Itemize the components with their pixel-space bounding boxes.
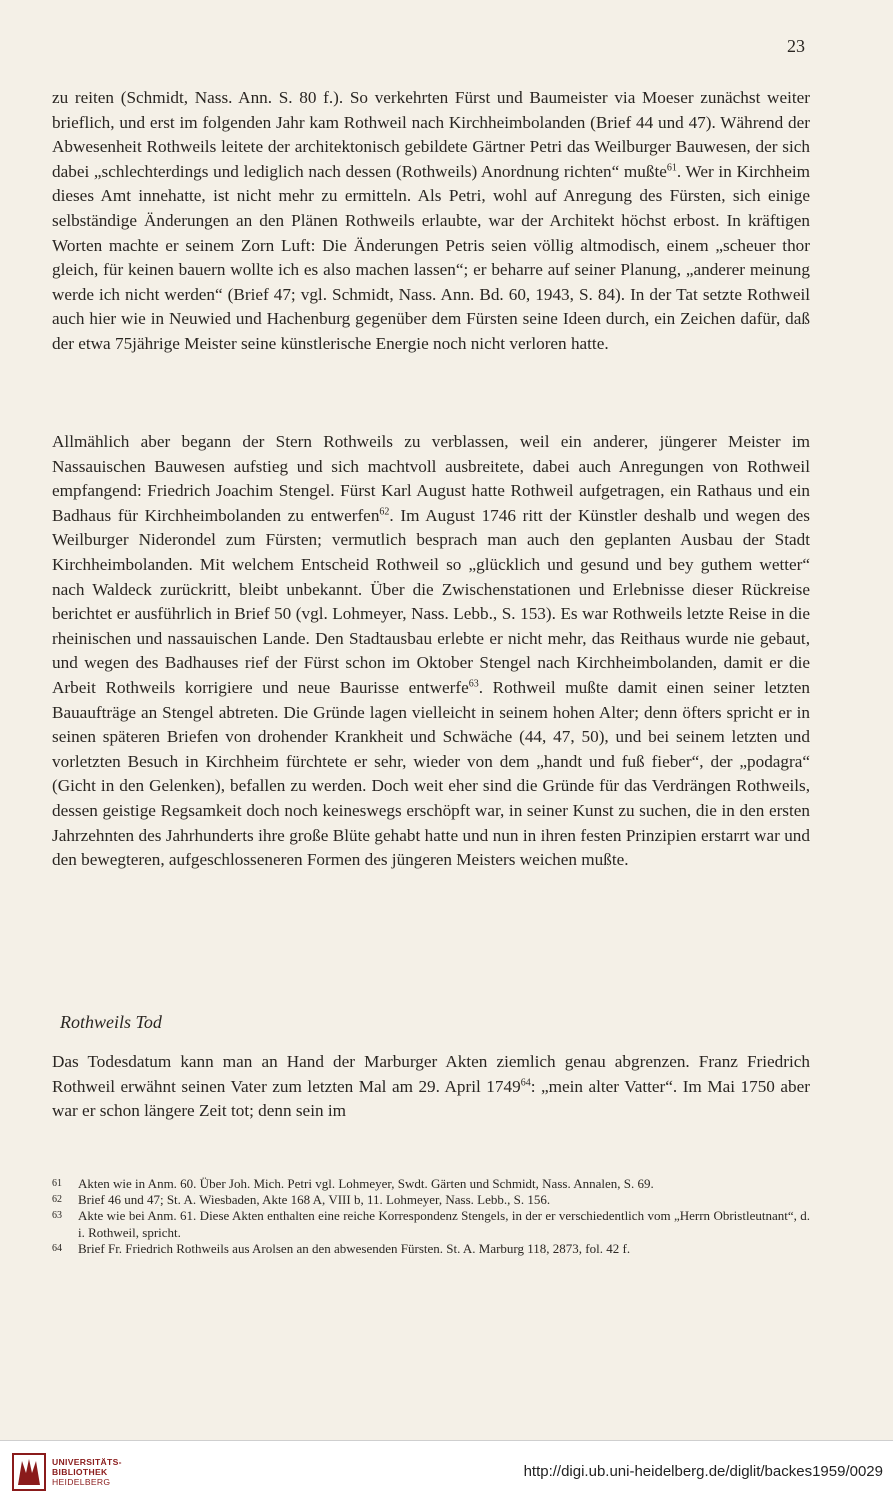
library-logo[interactable] <box>12 1453 122 1491</box>
library-seal-icon <box>12 1453 46 1491</box>
footnote-number: 63 <box>52 1210 62 1222</box>
footnote-64 <box>52 1241 810 1257</box>
footnote-ref-63[interactable]: 63 <box>468 678 479 690</box>
paragraph-3-text-cont: : „mein alter Vatter“. Im Mai 1750 aber war er schon längere Zeit tot; denn sein im <box>52 1076 810 1121</box>
page-number: 23 <box>787 36 805 56</box>
paragraph-1-text: zu reiten (Schmidt, Nass. Ann. S. 80 f.). So verkehrten Fürst und Baumeister via Moeser zunächst weiter brieflich, und erst im folgenden Jahr kam Rothweil nach Kirchheimbolanden (Brief 44 und 47). Während der Abwesenheit Rothweils leitete der architektonisch gebildete Gärtner Petri das Weilburger Bauwesen, der sich dabei „schlechterdings und lediglich nach dessen (Rothweils) Anordnung richten“ mußte <box>52 88 810 181</box>
footnotes <box>52 1176 810 1257</box>
footnote-number: 64 <box>52 1242 62 1254</box>
footnote-63 <box>52 1208 810 1240</box>
paragraph-2-text-end: . Rothweil mußte damit einen seiner letzten Bauaufträge an Stengel abtreten. Die Gründe lagen vielleicht in seinem hohen Alter; denn öfters spricht er in seinen späteren Briefen von drohender Krankheit und Schwäche (44, 47, 50), und bei seinem letzten und vorletzten Besuch in Kirchheim fürchtete er sehr, wieder von dem „handt und fuß fieber“, der „podagra“ (Gicht in den Gelenken), befallen zu werden. Doch weit eher sind die Gründe für das Verdrängen Rothweils, dessen geistige Regsamkeit doch noch keineswegs erschöpft war, in seiner Kunst zu suchen, die in den ersten Jahrzehnten des Jahrhunderts ihre große Blüte gehabt hatte und nun in ihren festen Prinzipien erstarrt war und den bewegteren, aufgeschlosseneren Formen des jüngeren Meisters weichen mußte. <box>52 677 810 870</box>
paragraph-3 <box>52 1050 810 1124</box>
paragraph-1-text-cont: . Wer in Kirchheim dieses Amt innehatte, ist nicht mehr zu ermitteln. Als Petri, wohl auf Anregung des Fürsten, sich einige selbständige Änderungen an den Plänen Rothweils erlaubte, war der Architekt höchst erbost. In kräftigen Worten machte er seinem Zorn Luft: Die Änderungen Petris seien völlig altmodisch, einem „scheuer thor gleich, für keinen bauern wollte ich es also machen lassen“; er beharre auf seiner Planung, „anderer meinung werde ich nicht werden“ (Brief 47; vgl. Schmidt, Nass. Ann. Bd. 60, 1943, S. 84). In der Tat setzte Rothweil auch hier wie in Neuwied und Hachenburg gegenüber dem Fürsten seine Ideen durch, ein Zeichen dafür, daß der etwa 75jährige Meister seine künstlerische Energie noch nicht verloren hatte. <box>52 161 810 353</box>
footnote-number: 62 <box>52 1194 62 1206</box>
paragraph-3-text: Das Todesdatum kann man an Hand der Marburger Akten ziemlich genau abgrenzen. Franz Friedrich Rothweil erwähnt seinen Vater zum letzten Mal am 29. April 1749 <box>52 1052 810 1096</box>
library-name-line-2: BIBLIOTHEK <box>52 1467 108 1477</box>
paragraph-2 <box>52 430 810 873</box>
footnote-number: 61 <box>52 1178 62 1189</box>
footnote-ref-61[interactable]: 61 <box>666 162 677 174</box>
paragraph-1 <box>52 86 810 357</box>
footnote-text: Akte wie bei Anm. 61. Diese Akten enthalten eine reiche Korrespondenz Stengels, in der er verschiedentlich vom „Herrn Obristleutnant“, d. i. Rothweil, spricht. <box>78 1208 810 1240</box>
paragraph-2-text: Allmählich aber begann der Stern Rothweils zu verblassen, weil ein anderer, jüngerer Meister im Nassauischen Bauwesen aufstieg und sich machtvoll ausbreitete, dabei auch Anregungen von Rothweil empfangend: Friedrich Joachim Stengel. Fürst Karl August hatte Rothweil aufgetragen, ein Rathaus und ein Badhaus für Kirchheimbolanden zu entwerfen <box>52 432 810 525</box>
footnote-ref-62[interactable]: 62 <box>379 506 390 518</box>
footnote-text: Brief 46 und 47; St. A. Wiesbaden, Akte 168 A, VIII b, 11. Lohmeyer, Nass. Lebb., S. 156. <box>78 1192 551 1208</box>
footnote-62 <box>52 1192 810 1208</box>
footnote-text: Akten wie in Anm. 60. Über Joh. Mich. Petri vgl. Lohmeyer, Swdt. Gärten und Schmidt, Nass. Annalen, S. 69. <box>78 1176 654 1191</box>
footnote-ref-64[interactable]: 64 <box>520 1076 531 1088</box>
section-heading: Rothweils Tod <box>60 1012 162 1032</box>
library-name <box>52 1457 122 1487</box>
footnote-61 <box>52 1176 810 1192</box>
permalink-url[interactable]: http://digi.ub.uni-heidelberg.de/diglit/backes1959/0029 <box>523 1463 883 1480</box>
library-name-line-1: UNIVERSITÄTS- <box>52 1457 122 1467</box>
library-name-line-3: HEIDELBERG <box>52 1477 111 1487</box>
viewer-footer <box>0 1440 893 1503</box>
footnote-text: Brief Fr. Friedrich Rothweils aus Arolsen an den abwesenden Fürsten. St. A. Marburg 118, 2873, fol. 42 f. <box>78 1240 631 1256</box>
paragraph-2-text-cont: . Im August 1746 ritt der Künstler deshalb und wegen des Weilburger Niderondel zum Fürsten; vermutlich besprach man auch den geplanten Ausbau der Stadt Kirchheimbolanden. Mit welchem Entscheid Rothweil so „glücklich und gesund und bey guthem wetter“ nach Waldeck zurückritt, bleibt unbekannt. Über die Zwischenstationen und Erlebnisse dieser Rückreise berichtet er ausführlich in Brief 50 (vgl. Lohmeyer, Nass. Lebb., S. 153). Es war Rothweils letzte Reise in die rheinischen und nassauischen Lande. Den Stadtausbau erlebte er nicht mehr, das Reithaus wurde nie gebaut, und wegen des Badhauses rief der Fürst schon im Oktober Stengel nach Kirchheimbolanden, damit er die Arbeit Rothweils korrigiere und neue Baurisse entwerfe <box>52 505 810 697</box>
